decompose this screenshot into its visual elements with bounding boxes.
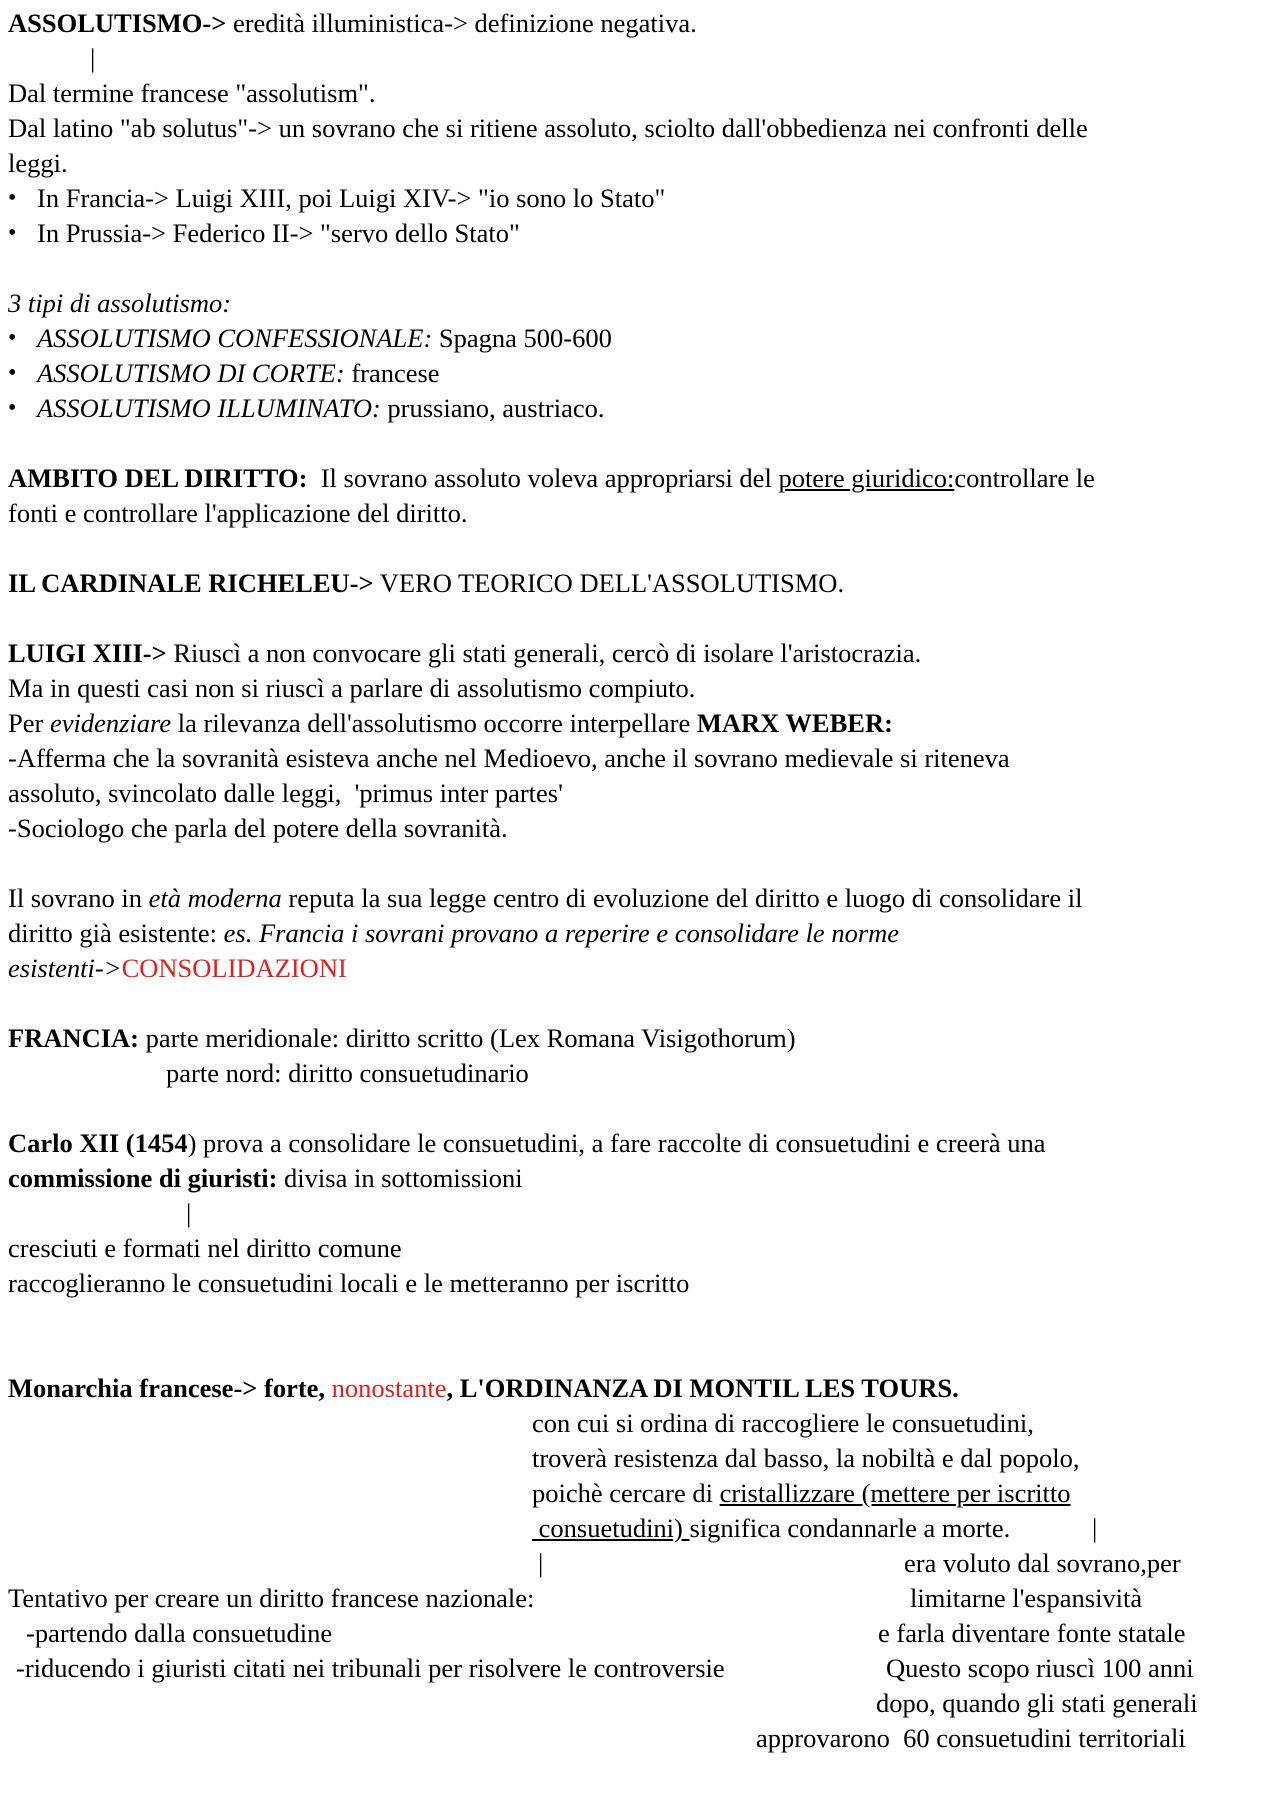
francia-text-1: parte meridionale: diritto scritto (Lex Romana Visigothorum) <box>139 1023 796 1053</box>
richeleu-line <box>8 566 1270 601</box>
francia-line-2 <box>8 1056 1270 1091</box>
monarchia-row-5 <box>8 1546 1270 1581</box>
bullet-item <box>8 216 1270 251</box>
monarchia-line <box>8 1371 1270 1406</box>
bullet-item <box>8 181 1270 216</box>
richeleu-text: VERO TEORICO DELL'ASSOLUTISMO. <box>373 568 845 598</box>
monarchia-row-8 <box>8 1651 1270 1686</box>
intro-line-2: Dal termine francese "assolutism". <box>8 78 376 108</box>
type-value: prussiano, austriaco. <box>380 393 605 423</box>
moderna-line2-a: diritto già esistente: <box>8 918 224 948</box>
monarchia-row-10 <box>8 1721 1270 1756</box>
intro-line-4: leggi. <box>8 148 68 178</box>
luigi-line-1 <box>8 636 1270 671</box>
francia-text-2: parte nord: diritto consuetudinario <box>166 1058 529 1088</box>
right-note-5: dopo, quando gli stati generali <box>876 1688 1198 1718</box>
carlo-line-4: raccoglieranno le consuetudini locali e le metteranno per iscritto <box>8 1268 690 1298</box>
right-note-1: era voluto dal sovrano,per <box>904 1548 1181 1578</box>
connector-pipe: | <box>90 43 96 73</box>
luigi-line3-b: la rilevanza dell'assolutismo occorre interpellare <box>171 708 697 738</box>
diritto-underlined: potere giuridico: <box>778 463 955 493</box>
left-note-2: -partendo dalla consuetudine <box>26 1618 333 1648</box>
bullet-icon: • <box>8 325 17 351</box>
weber-label: MARX WEBER: <box>696 708 893 738</box>
carlo-pipe-line <box>8 1196 1270 1231</box>
right-note-2: limitarne l'espansività <box>910 1583 1143 1613</box>
richeleu-label: IL CARDINALE RICHELEU-> <box>8 568 374 598</box>
bullet-icon: • <box>8 395 17 421</box>
carlo-label: Carlo XII (1454 <box>8 1128 188 1158</box>
intro-heading-line <box>8 6 1270 41</box>
consolidazioni-label: CONSOLIDAZIONI <box>121 953 347 983</box>
monarchia-row-6 <box>8 1581 1270 1616</box>
carlo-line-1 <box>8 1126 1270 1161</box>
luigi-line-5: assoluto, svincolato dalle leggi, 'primus inter partes' <box>8 778 563 808</box>
monarchia-label: Monarchia francese-> forte, <box>8 1373 332 1403</box>
ordinanza-label: , L'ORDINANZA DI MONTIL LES TOURS. <box>446 1373 959 1403</box>
carlo-line-3: cresciuti e formati nel diritto comune <box>8 1233 402 1263</box>
moderna-line2-italic: es. Francia i sovrani provano a reperire e consolidare le norme <box>223 918 900 948</box>
cristallizzare-underlined: cristallizzare (mettere per iscritto <box>719 1478 1071 1508</box>
luigi-label: LUIGI XIII-> <box>8 638 167 668</box>
carlo-line2-rest: divisa in sottomissioni <box>277 1163 523 1193</box>
right-note-3: e farla diventare fonte statale <box>878 1618 1186 1648</box>
monarchia-sub-2 <box>8 1441 1270 1476</box>
commissione-label: commissione di giuristi: <box>8 1163 278 1193</box>
diritto-text: Il sovrano assoluto voleva appropriarsi del <box>307 463 779 493</box>
consuetudini-underlined: consuetudini) <box>532 1513 690 1543</box>
types-heading: 3 tipi di assolutismo: <box>8 288 232 318</box>
luigi-line3-italic: evidenziare <box>49 708 172 738</box>
type-label: ASSOLUTISMO CONFESSIONALE: <box>37 323 433 353</box>
bullet-icon: • <box>8 185 17 211</box>
moderna-a: Il sovrano in <box>8 883 149 913</box>
francia-label: FRANCIA: <box>8 1023 140 1053</box>
type-item <box>8 321 1270 356</box>
connector-pipe: | <box>1092 1513 1098 1543</box>
connector-pipe: | <box>538 1548 544 1578</box>
bullet-text: In Prussia-> Federico II-> "servo dello Stato" <box>37 218 520 248</box>
carlo-line-2 <box>8 1161 1270 1196</box>
monarchia-sub4-b: significa condannarle a morte. <box>689 1513 1011 1543</box>
moderna-line-1 <box>8 881 1270 916</box>
monarchia-sub2-text: troverà resistenza dal basso, la nobiltà e dal popolo, <box>532 1443 1080 1473</box>
type-label: ASSOLUTISMO DI CORTE: <box>37 358 345 388</box>
type-label: ASSOLUTISMO ILLUMINATO: <box>37 393 381 423</box>
monarchia-row-7 <box>8 1616 1270 1651</box>
diritto-text-2: controllare le <box>954 463 1095 493</box>
assolutismo-heading: ASSOLUTISMO-> <box>8 8 227 38</box>
luigi-line-6: -Sociologo che parla del potere della sovranità. <box>8 813 508 843</box>
moderna-line3-italic: esistenti-> <box>8 953 122 983</box>
bullet-icon: • <box>8 360 17 386</box>
moderna-line-2 <box>8 916 1270 951</box>
diritto-line-1 <box>8 461 1270 496</box>
left-note-1: Tentativo per creare un diritto francese nazionale: <box>8 1583 535 1613</box>
document-page <box>8 6 1270 1756</box>
right-note-6: approvarono 60 consuetudini territoriali <box>756 1723 1186 1753</box>
intro-heading-rest: eredità illuministica-> definizione negativa. <box>226 8 697 38</box>
moderna-line-3 <box>8 951 1270 986</box>
diritto-label: AMBITO DEL DIRITTO: <box>8 463 308 493</box>
intro-line-3: Dal latino "ab solutus"-> un sovrano che si ritiene assoluto, sciolto dall'obbedienza nei confronti delle <box>8 113 1088 143</box>
type-value: Spagna 500-600 <box>432 323 612 353</box>
bullet-icon: • <box>8 220 17 246</box>
type-value: francese <box>344 358 440 388</box>
monarchia-row-9 <box>8 1686 1270 1721</box>
luigi-text: Riuscì a non convocare gli stati generali, cercò di isolare l'aristocrazia. <box>166 638 922 668</box>
type-item <box>8 356 1270 391</box>
diritto-line-2: fonti e controllare l'applicazione del diritto. <box>8 498 468 528</box>
left-note-3: -riducendo i giuristi citati nei tribunali per risolvere le controversie <box>16 1653 725 1683</box>
monarchia-sub-4 <box>8 1511 1270 1546</box>
moderna-b: reputa la sua legge centro di evoluzione del diritto e luogo di consolidare il <box>281 883 1083 913</box>
type-item <box>8 391 1270 426</box>
luigi-line-3 <box>8 706 1270 741</box>
francia-line-1 <box>8 1021 1270 1056</box>
moderna-italic: età moderna <box>148 883 282 913</box>
carlo-text: ) prova a consolidare le consuetudini, a fare raccolte di consuetudini e creerà una <box>187 1128 1046 1158</box>
monarchia-sub3-a: poichè cercare di <box>532 1478 720 1508</box>
monarchia-sub-1 <box>8 1406 1270 1441</box>
intro-pipe-line <box>8 41 1270 76</box>
right-note-4: Questo scopo riuscì 100 anni <box>886 1653 1194 1683</box>
luigi-line-4: -Afferma che la sovranità esisteva anche nel Medioevo, anche il sovrano medievale si riteneva <box>8 743 1010 773</box>
luigi-line-2: Ma in questi casi non si riuscì a parlare di assolutismo compiuto. <box>8 673 696 703</box>
monarchia-sub1-text: con cui si ordina di raccogliere le consuetudini, <box>532 1408 1034 1438</box>
monarchia-sub-3 <box>8 1476 1270 1511</box>
bullet-text: In Francia-> Luigi XIII, poi Luigi XIV-> "io sono lo Stato" <box>37 183 666 213</box>
luigi-line3-a: Per <box>8 708 50 738</box>
nonostante-label: nonostante <box>331 1373 447 1403</box>
connector-pipe: | <box>186 1198 192 1228</box>
